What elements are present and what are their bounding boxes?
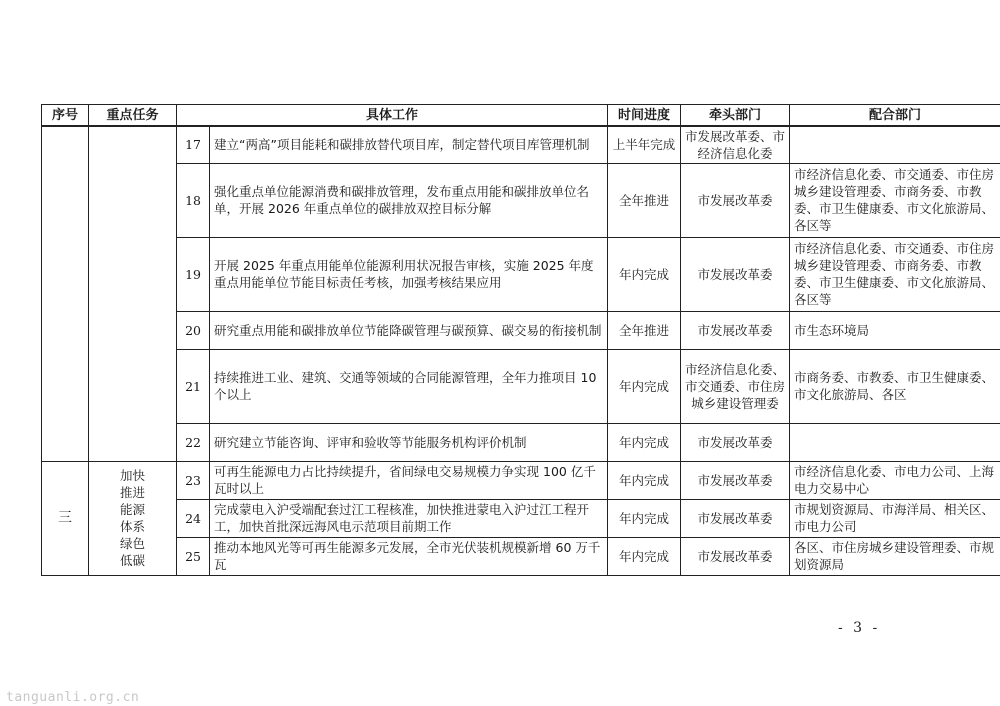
work-cell: 建立“两高”项目能耗和碳排放替代项目库，制定替代项目库管理机制: [210, 126, 608, 163]
coop-cell: 各区、市住房城乡建设管理委、市规划资源局: [790, 537, 1000, 575]
table-header-row: [42, 105, 1000, 127]
seq-cell-empty: [42, 126, 89, 461]
time-cell: 全年推进: [608, 163, 681, 237]
coop-cell: [790, 126, 1000, 163]
table-row: [42, 311, 1000, 349]
coop-cell: 市经济信息化委、市交通委、市住房城乡建设管理委、市商务委、市教委、市卫生健康委、市文化旅游局、各区等: [790, 163, 1000, 237]
time-cell: 年内完成: [608, 349, 681, 423]
row-number: 21: [177, 349, 210, 423]
row-number: 17: [177, 126, 210, 163]
table-row: [42, 499, 1000, 537]
lead-cell: 市发展改革委: [681, 311, 790, 349]
header-work: 具体工作: [177, 105, 608, 127]
work-cell: 可再生能源电力占比持续提升，省间绿电交易规模力争实现 100 亿千瓦时以上: [210, 461, 608, 499]
watermark: tanguanli.org.cn: [6, 690, 140, 705]
work-cell: 开展 2025 年重点用能单位能源利用状况报告审核，实施 2025 年度重点用能单位节能目标责任考核，加强考核结果应用: [210, 237, 608, 311]
coop-cell: 市经济信息化委、市电力公司、上海电力交易中心: [790, 461, 1000, 499]
work-cell: 研究重点用能和碳排放单位节能降碳管理与碳预算、碳交易的衔接机制: [210, 311, 608, 349]
work-cell: 研究建立节能咨询、评审和验收等节能服务机构评价机制: [210, 423, 608, 461]
lead-cell: 市发展改革委: [681, 237, 790, 311]
row-number: 24: [177, 499, 210, 537]
header-lead: 牵头部门: [681, 105, 790, 127]
row-number: 20: [177, 311, 210, 349]
page-number: - 3 -: [838, 620, 881, 636]
table-row: [42, 423, 1000, 461]
time-cell: 年内完成: [608, 237, 681, 311]
lead-cell: 市发展改革委: [681, 461, 790, 499]
work-cell: 推动本地风光等可再生能源多元发展，全市光伏装机规模新增 60 万千瓦: [210, 537, 608, 575]
lead-cell: 市经济信息化委、市交通委、市住房城乡建设管理委: [681, 349, 790, 423]
task-cell: [89, 461, 177, 575]
task-text: 加快推进能源体系绿色低碳: [119, 468, 145, 568]
coop-cell: 市规划资源局、市海洋局、相关区、市电力公司: [790, 499, 1000, 537]
time-cell: 年内完成: [608, 537, 681, 575]
work-cell: 强化重点单位能源消费和碳排放管理，发布重点用能和碳排放单位名单，开展 2026 年重点单位的碳排放双控目标分解: [210, 163, 608, 237]
row-number: 23: [177, 461, 210, 499]
header-seq: 序号: [42, 105, 89, 127]
coop-cell: 市经济信息化委、市交通委、市住房城乡建设管理委、市商务委、市教委、市卫生健康委、市文化旅游局、各区等: [790, 237, 1000, 311]
time-cell: 年内完成: [608, 423, 681, 461]
row-number: 25: [177, 537, 210, 575]
row-number: 19: [177, 237, 210, 311]
lead-cell: 市发展改革委: [681, 537, 790, 575]
header-task: 重点任务: [89, 105, 177, 127]
table-row: [42, 349, 1000, 423]
table-row: [42, 237, 1000, 311]
header-coop: 配合部门: [790, 105, 1000, 127]
table-row: [42, 126, 1000, 163]
coop-cell: [790, 423, 1000, 461]
task-cell-empty: [89, 126, 177, 461]
coop-cell: 市生态环境局: [790, 311, 1000, 349]
lead-cell: 市发展改革委: [681, 499, 790, 537]
task-table: [41, 104, 1000, 576]
lead-cell: 市发展改革委: [681, 163, 790, 237]
work-cell: 完成蒙电入沪受端配套过江工程核准，加快推进蒙电入沪过江工程开工，加快首批深远海风电示范项目前期工作: [210, 499, 608, 537]
table-row: [42, 537, 1000, 575]
lead-cell: 市发展改革委、市经济信息化委: [681, 126, 790, 163]
time-cell: 年内完成: [608, 499, 681, 537]
lead-cell: 市发展改革委: [681, 423, 790, 461]
coop-cell: 市商务委、市教委、市卫生健康委、市文化旅游局、各区: [790, 349, 1000, 423]
row-number: 18: [177, 163, 210, 237]
row-number: 22: [177, 423, 210, 461]
seq-cell: 三: [42, 461, 89, 575]
table-row: [42, 163, 1000, 237]
time-cell: 上半年完成: [608, 126, 681, 163]
time-cell: 全年推进: [608, 311, 681, 349]
work-cell: 持续推进工业、建筑、交通等领域的合同能源管理，全年力推项目 10 个以上: [210, 349, 608, 423]
time-cell: 年内完成: [608, 461, 681, 499]
table-row: [42, 461, 1000, 499]
header-time: 时间进度: [608, 105, 681, 127]
